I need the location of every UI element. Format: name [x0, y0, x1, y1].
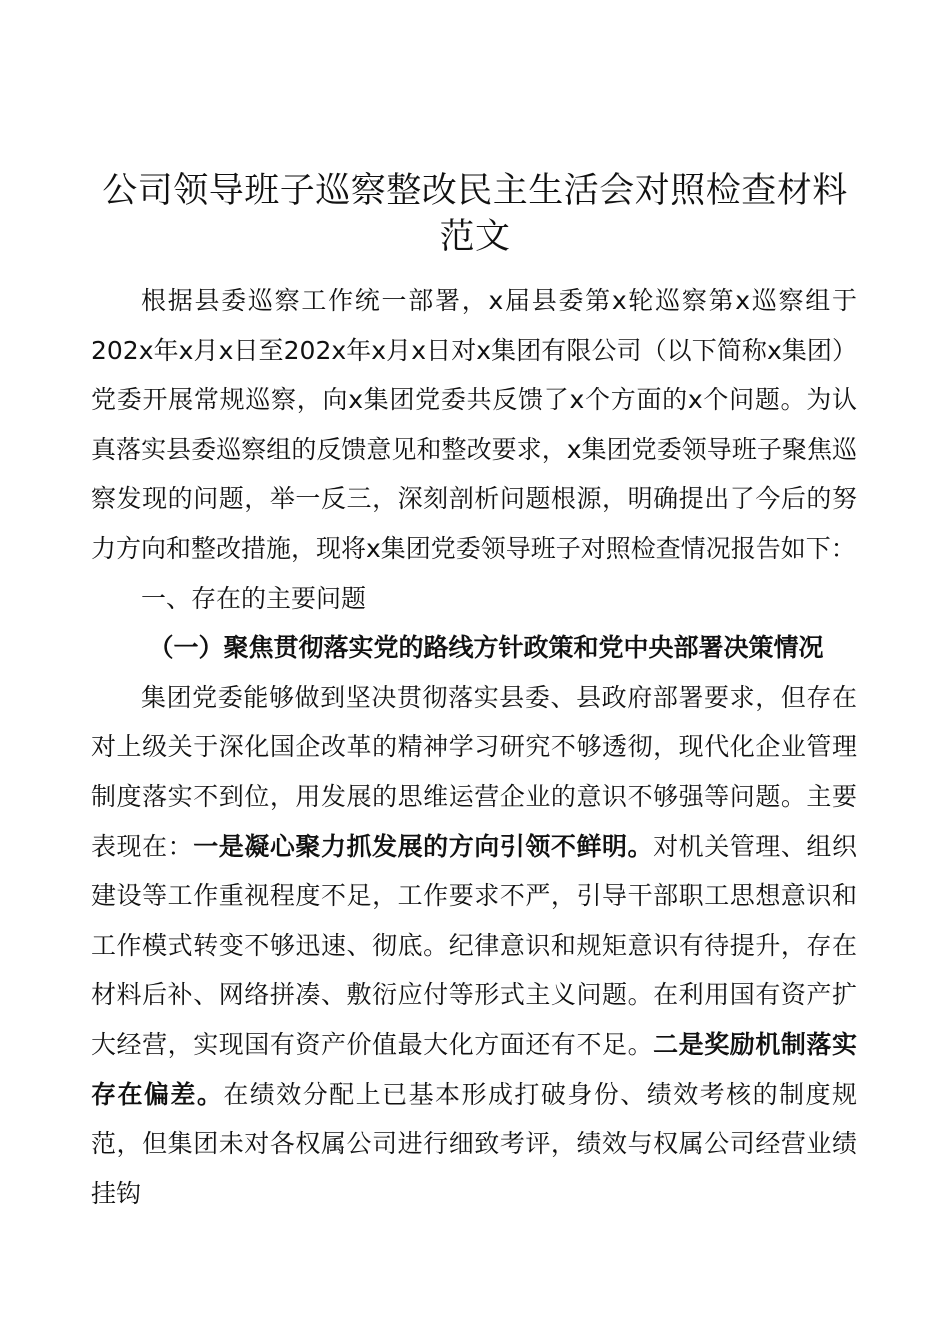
intro-paragraph: 根据县委巡察工作统一部署，x届县委第x轮巡察第x巡察组于202x年x月x日至202x年x月x日对x集团有限公司（以下简称x集团）党委开展常规巡察，向x集团党委共反馈了x个方面的x个问题。为认真落实县委巡察组的反馈意见和整改要求，x集团党委领导班子聚焦巡察发现的问题，举一反三，深刻剖析问题根源，明确提出了今后的努力方向和整改措施，现将x集团党委领导班子对照检查情况报告如下： [91, 286, 857, 563]
paragraph-text: 在绩效分配上已基本形成打破身份、绩效考核的制度规范，但集团未对各权属公司进行细致考评，绩效与权属公司经营业绩挂钩 [91, 1079, 857, 1208]
subsection-heading: （一）聚焦贯彻落实党的路线方针政策和党中央部署决策情况 [148, 633, 824, 663]
paragraph-text: 集团党委能够做到坚决贯彻落实县委、县政府部署要求，但存在对上级关于深化国企改革的精神学习研究不够透彻，现代化企业管理制度落实不到位，用发展的思维运营企业的意识不够强等问题。主要表现在： [91, 682, 857, 861]
body-paragraph [91, 673, 857, 1219]
section-heading: 一、存在的主要问题 [141, 583, 367, 613]
bold-point-two: 二是奖励机制落实存在偏差。 [91, 1029, 857, 1109]
document-title: 公司领导班子巡察整改民主生活会对照检查材料范文 [102, 171, 848, 257]
paragraph-text: 对机关管理、组织建设等工作重视程度不足，工作要求不严，引导干部职工思想意识和工作模式转变不够迅速、彻底。纪律意识和规矩意识有待提升，存在材料后补、网络拼凑、敷衍应付等形式主义问题。在利用国有资产扩大经营，实现国有资产价值最大化方面还有不足。 [91, 831, 857, 1059]
bold-point-one: 一是凝心聚力抓发展的方向引领不鲜明。 [193, 831, 654, 861]
document-body [91, 276, 857, 1218]
